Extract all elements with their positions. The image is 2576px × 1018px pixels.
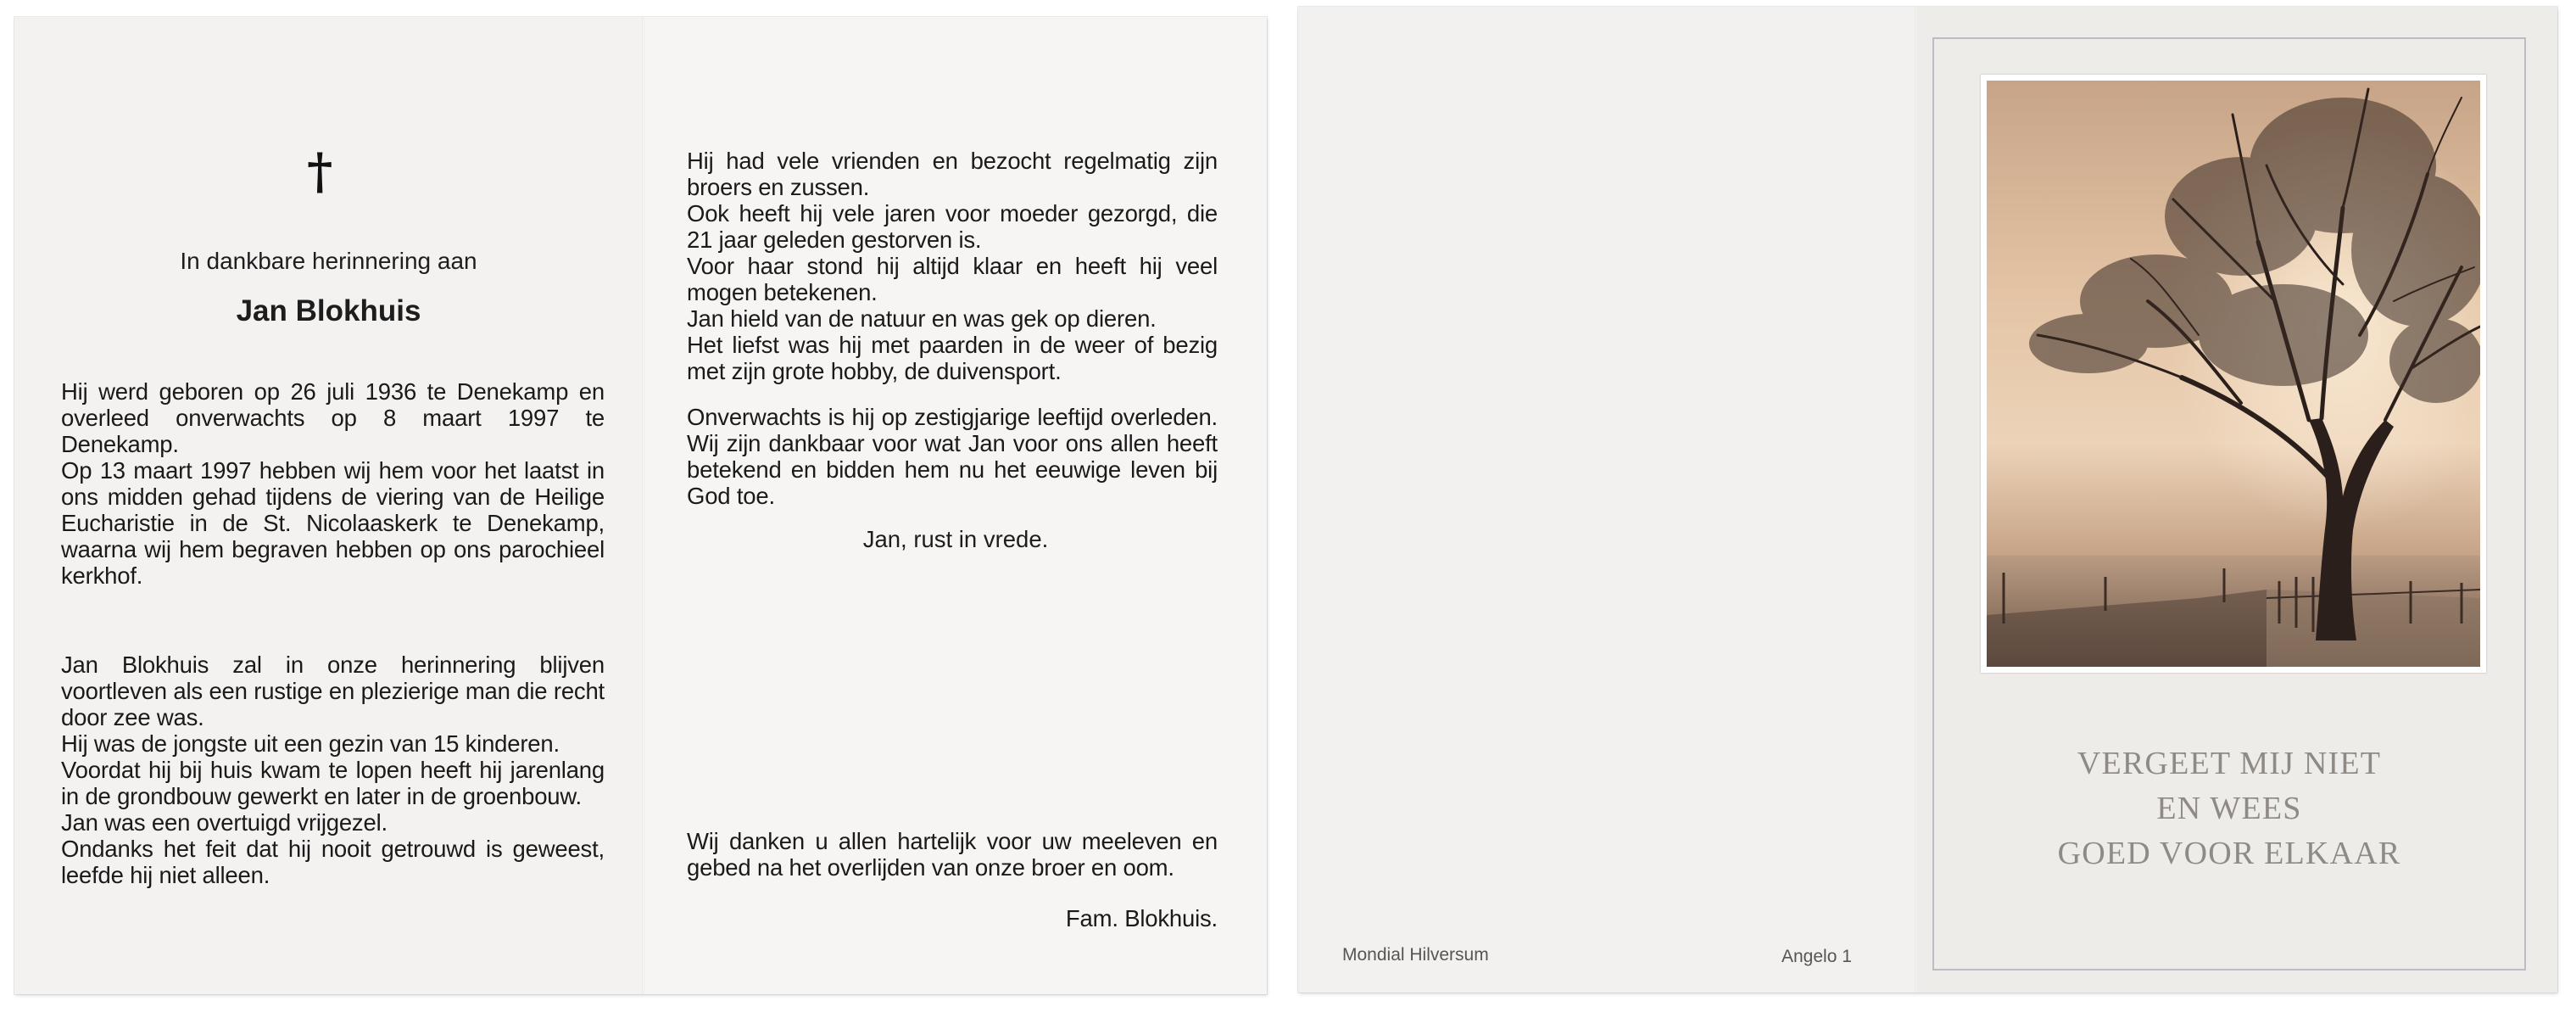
birth-death-paragraph: Hij werd geboren op 26 juli 1936 te Denekamp en overleed onverwachts op 8 maart 1997 te Denekamp. — [61, 378, 605, 457]
biography-block-1 — [61, 378, 605, 589]
mother-paragraph: Ook heeft hij vele jaren voor moeder gezorgd, die 21 jaar geleden gestorven is. — [687, 200, 1218, 253]
thanks-paragraph: Wij danken u allen hartelijk voor uw meeleven en gebed na het overlijden van onze broer en oom. — [687, 828, 1218, 881]
hobby-paragraph: Het liefst was hij met paarden in de weer of bezig met zijn grote hobby, de duivensport. — [687, 332, 1218, 384]
verse-line-2: EN WEES — [2156, 791, 2302, 826]
deceased-name: Jan Blokhuis — [236, 294, 421, 327]
thanks-block — [687, 828, 1218, 881]
verse-line-1: VERGEET MIJ NIET — [2077, 746, 2382, 781]
verse-line-3: GOED VOOR ELKAAR — [2057, 836, 2401, 871]
family-signature: Fam. Blokhuis. — [1065, 905, 1218, 931]
publisher-label: Mondial Hilversum — [1342, 945, 1489, 965]
biography-block-4 — [687, 404, 1218, 509]
funeral-paragraph: Op 13 maart 1997 hebben wij hem voor het laatst in ons midden gehad tijdens de viering van de Heilige Eucharistie in de St. Nicolaaskerk te Denekamp, waarna wij hem begraven hebben op ons parochieel kerkhof. — [61, 457, 605, 589]
gratitude-paragraph: Onverwachts is hij op zestigjarige leeftijd overleden. Wij zijn dankbaar voor wat Jan voor ons allen heeft betekend en bidden hem nu het eeuwige leven bij God toe. — [687, 404, 1218, 509]
inside-left-panel — [14, 17, 643, 994]
memorial-card-inside — [14, 17, 1267, 994]
dedication-intro: In dankbare herinnering aan — [180, 248, 477, 274]
card-model-label: Angelo 1 — [1781, 947, 1852, 966]
rest-in-peace-line: Jan, rust in vrede. — [862, 526, 1049, 552]
tree-landscape-photo — [1987, 81, 2480, 667]
nature-paragraph: Jan hield van de natuur en was gek op dieren. — [687, 305, 1157, 332]
support-paragraph: Voor haar stond hij altijd klaar en heeft hij veel mogen betekenen. — [687, 253, 1218, 305]
tree-photo-frame — [1981, 75, 2486, 673]
back-panel — [1298, 7, 1915, 993]
cross-icon: † — [307, 143, 333, 200]
family-paragraph: Hij was de jongste uit een gezin van 15 kinderen. — [61, 730, 560, 757]
memory-paragraph: Jan Blokhuis zal in onze herinnering blijven voortleven als een rustige en plezierige man die recht door zee was. — [61, 652, 605, 730]
memorial-card-cover — [1298, 7, 2557, 993]
verse-text — [1932, 741, 2526, 876]
front-panel — [1917, 7, 2557, 993]
biography-block-2 — [61, 652, 605, 888]
not-alone-paragraph: Ondanks het feit dat hij nooit getrouwd is geweest, leefde hij niet alleen. — [61, 836, 605, 888]
friends-paragraph: Hij had vele vrienden en bezocht regelmatig zijn broers en zussen. — [687, 148, 1218, 200]
work-paragraph: Voordat hij bij huis kwam te lopen heeft hij jarenlang in de grondbouw gewerkt en later in de groenbouw. — [61, 757, 605, 809]
bachelor-paragraph: Jan was een overtuigd vrijgezel. — [61, 809, 388, 836]
biography-block-3 — [687, 148, 1218, 384]
inside-right-panel — [644, 17, 1267, 994]
